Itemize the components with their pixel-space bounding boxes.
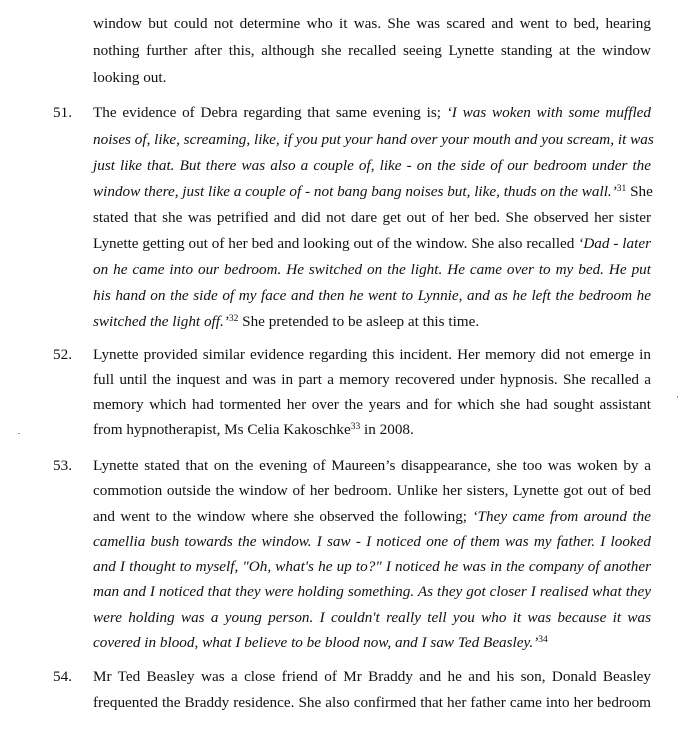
paragraph-number-51: 51. bbox=[53, 104, 72, 121]
p51-line-9: switched the light off.’$^{32}$ She pretended to be asleep at this time. bbox=[93, 313, 480, 330]
paragraph-number-52: 52. bbox=[53, 346, 72, 363]
p51-line-5: stated that she was petrified and did not dare get out of her bed. She observed her sister bbox=[93, 209, 651, 226]
scan-speck bbox=[18, 433, 20, 434]
p53-line-3: and went to the window where she observed the following; ‘They came from around the bbox=[93, 508, 651, 525]
p51-line-6: Lynette getting out of her bed and looking out of the window. She also recalled ‘Dad - later bbox=[93, 235, 651, 252]
p53-line-6: man and I noticed that they were holding something. As they got closer I realised what they bbox=[93, 583, 651, 600]
paragraph-number-54: 54. bbox=[53, 668, 72, 685]
p53-line-8: covered in blood, what I believe to be blood now, and I saw Ted Beasley.’$^{34}$ bbox=[93, 634, 548, 651]
p51-line-1: The evidence of Debra regarding that same evening is; ‘I was woken with some muffled bbox=[93, 104, 651, 121]
scan-speck bbox=[677, 396, 678, 398]
p53-line-2: commotion outside the window of her bedroom. Unlike her sisters, Lynette got out of bed bbox=[93, 482, 651, 499]
footnote-ref-32: 32 bbox=[228, 314, 239, 324]
p51-line-2: noises of, like, screaming, like, if you put your hand over your mouth and you scream, it was bbox=[93, 131, 654, 148]
p53-line-4: camellia bush towards the window. I saw - I noticed one of them was my father. I looked bbox=[93, 533, 651, 550]
paragraph-number-53: 53. bbox=[53, 457, 72, 474]
p52-line-1: Lynette provided similar evidence regarding this incident. Her memory did not emerge in bbox=[93, 346, 651, 363]
p54-line-2: frequented the Braddy residence. She also confirmed that her father came into her bedroom bbox=[93, 694, 651, 711]
footnote-ref-34: 34 bbox=[538, 635, 548, 645]
p53-line-1: Lynette stated that on the evening of Maureen’s disappearance, she too was woken by a bbox=[93, 457, 651, 474]
p51-line-4: window there, just like a couple of - not bang bang noises but, like, thuds on the wall.’$^{31}$ She bbox=[93, 183, 653, 200]
p52-line-4: from hypnotherapist, Ms Celia Kakoschke$^{33}$ in 2008. bbox=[93, 421, 414, 438]
p52-line-3: memory which had tormented her over the years and for which she had sought assistant bbox=[93, 396, 651, 413]
p50-line-2: nothing further after this, although she recalled seeing Lynette standing at the window bbox=[93, 42, 651, 59]
p51-line-7: on he came into our bedroom. He switched on the light. He came over to my bed. He put bbox=[93, 261, 651, 278]
footnote-ref-31: 31 bbox=[616, 184, 627, 194]
p51-line-8: his hand on the side of my face and then he went to Lynnie, and as he left the bedroom he bbox=[93, 287, 651, 304]
footnote-ref-33: 33 bbox=[350, 422, 361, 432]
p50-line-3: looking out. bbox=[93, 69, 167, 86]
p54-line-1: Mr Ted Beasley was a close friend of Mr Braddy and he and his son, Donald Beasley bbox=[93, 668, 651, 685]
p52-line-2: full until the inquest and was in part a memory recovered under hypnosis. She recalled a bbox=[93, 371, 651, 388]
p50-line-1: window but could not determine who it was. She was scared and went to bed, hearing bbox=[93, 15, 651, 32]
p53-line-5: and I thought to myself, "Oh, what's he up to?" I noticed he was in the company of another bbox=[93, 558, 651, 575]
p51-line-3: just like that. But there was also a couple of, like - on the side of our bedroom under the bbox=[93, 157, 651, 174]
p53-line-7: were holding was a young person. I couldn't really tell you who it was because it was bbox=[93, 609, 651, 626]
